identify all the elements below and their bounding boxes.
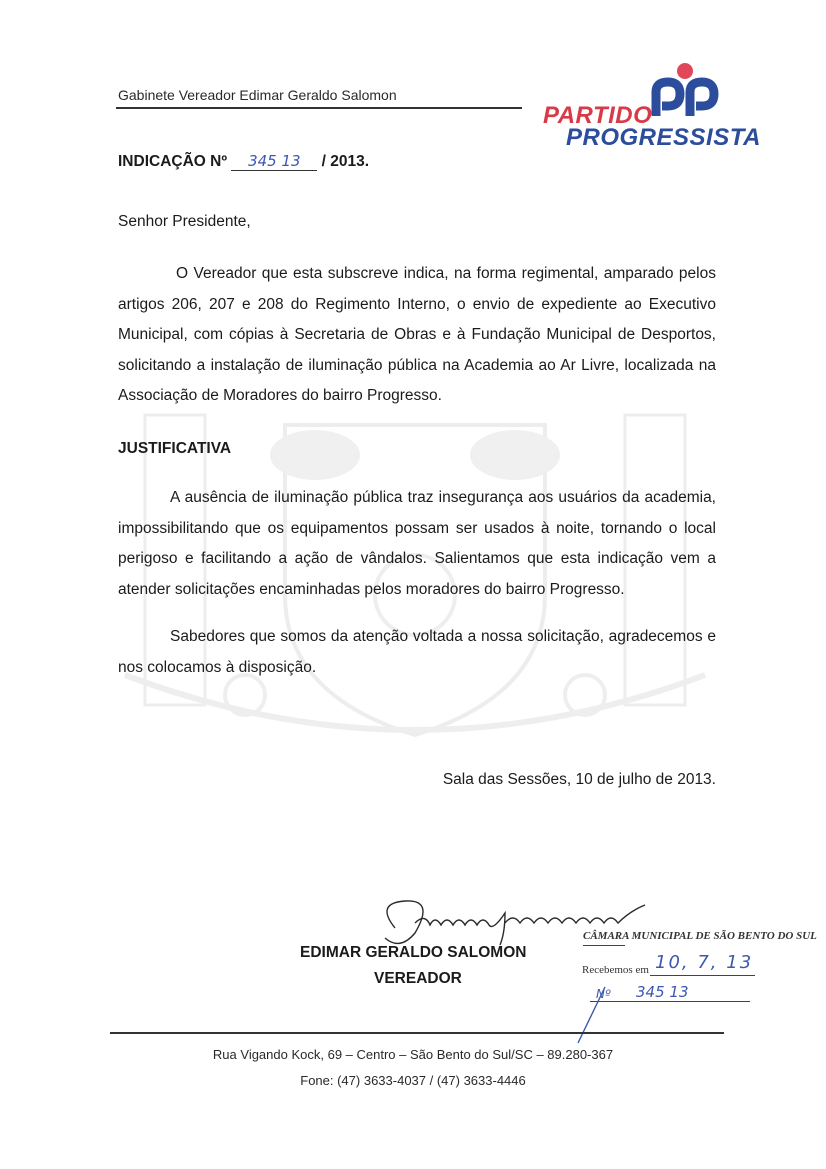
logo-text-progressista: PROGRESSISTA [566,124,761,151]
stamp-received-date: 10, 7, 13 [655,952,754,973]
footer-rule [110,1032,724,1034]
stamp-number-underline [590,1001,750,1002]
logo-text-partido: PARTIDO [543,102,653,129]
paragraph-2-text: A ausência de iluminação pública traz insegurança aos usuários da academia, impossibilitando que os equipamentos possam ser usados à noite, tornando o local perigoso e facilitando a ação de vândalos. Salientamos que esta indicação vem a atender solicitações encaminhadas pelos moradores do bairro Progresso. [118,489,716,598]
justificativa-heading: JUSTIFICATIVA [118,440,232,457]
office-name: Gabinete Vereador Edimar Geraldo Salomon [118,87,397,103]
footer-phone: Fone: (47) 3633-4037 / (47) 3633-4446 [300,1073,526,1088]
body-paragraph-2 [118,483,716,605]
signer-role: VEREADOR [374,970,462,987]
session-date: Sala das Sessões, 10 de julho de 2013. [442,771,716,788]
paragraph-3-text: Sabedores que somos da atenção voltada a nossa solicitação, agradecemos e nos colocamos à disposição. [118,628,716,676]
footer-address: Rua Vigando Kock, 69 – Centro – São Bento do Sul/SC – 89.280-367 [212,1047,614,1062]
indicacao-number: 345 13 [231,152,317,171]
stamp-number: 345 13 [636,983,689,1001]
indicacao-line [118,152,369,171]
stamp-number-prefix: Nº [596,987,611,1001]
signer-name: EDIMAR GERALDO SALOMON [300,944,527,961]
paragraph-1-text: O Vereador que esta subscreve indica, na forma regimental, amparado pelos artigos 206, 207 e 208 do Regimento Interno, o envio de expediente ao Executivo Municipal, com cópias à Secretaria de Obras e à Fundação Municipal de Desportos, solicitando a instalação de iluminação pública na Academia ao Ar Livre, localizada na Associação de Moradores do bairro Progresso. [118,265,716,404]
indicacao-year: / 2013. [321,153,370,170]
body-paragraph-3 [118,622,716,683]
stamp-underline [583,945,625,946]
body-paragraph-1 [118,259,716,412]
stamp-organization: CÂMARA MUNICIPAL DE SÃO BENTO DO SUL [583,930,817,942]
salutation: Senhor Presidente, [118,213,251,230]
indicacao-label: INDICAÇÃO Nº [118,153,227,170]
stamp-date-underline [650,975,755,976]
header-rule [116,107,522,109]
pen-stroke-mark [570,985,610,1045]
stamp-received-label: Recebemos em [582,964,649,976]
